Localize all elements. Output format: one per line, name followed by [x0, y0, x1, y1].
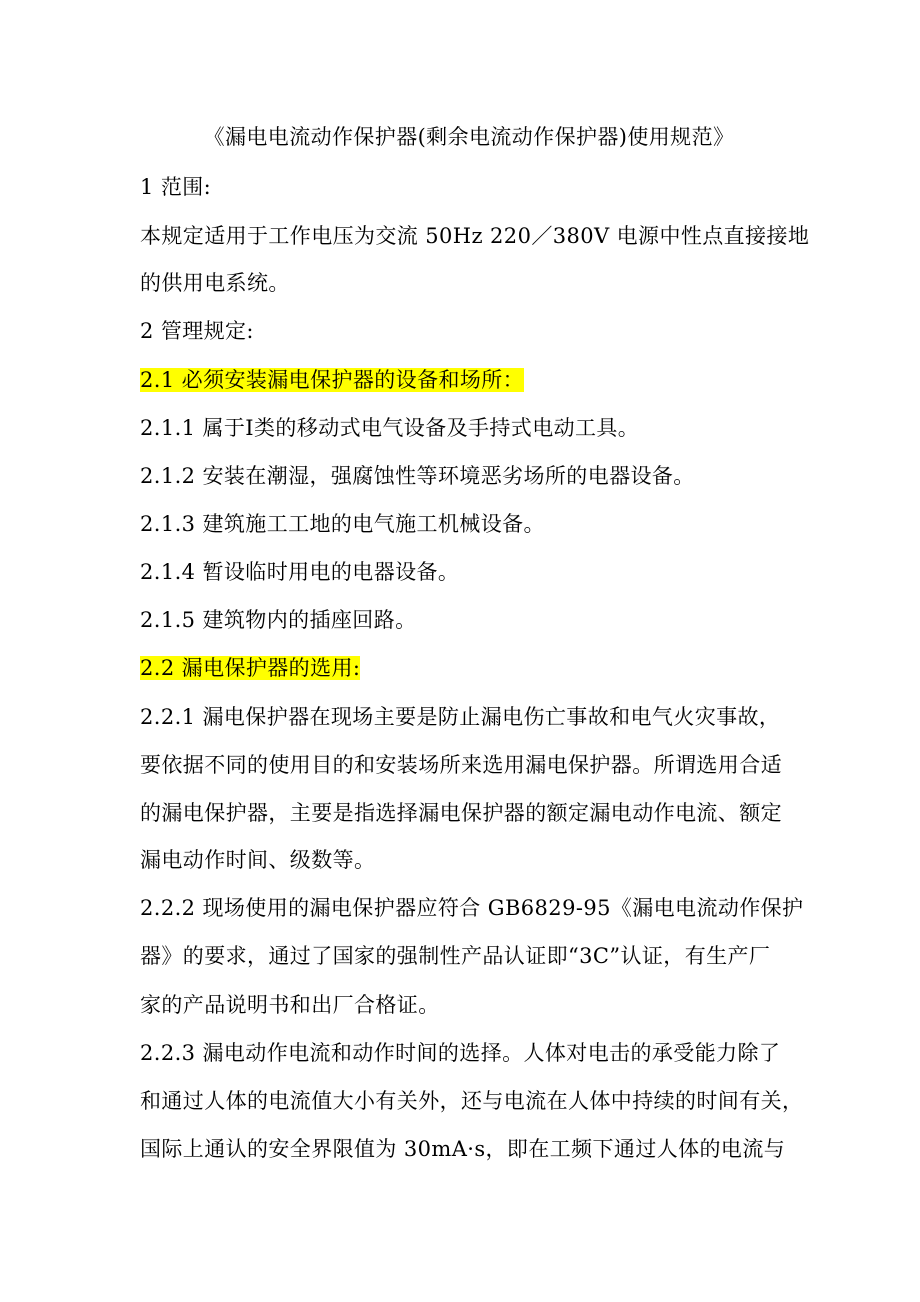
- paragraph-line: 国际上通认的安全界限值为 30mA·s，即在工频下通过人体的电流与: [140, 1137, 786, 1161]
- paragraph-line: 的供用电系统。: [140, 271, 290, 295]
- paragraph-line: 漏电动作时间、级数等。: [140, 848, 376, 872]
- subsection-heading-2-1: [140, 366, 524, 394]
- paragraph-line: 2.2.2 现场使用的漏电保护器应符合 GB6829-95《漏电电流动作保护: [140, 896, 804, 920]
- paragraph-line: 器》的要求，通过了国家的强制性产品认证即“3C”认证，有生产厂: [140, 944, 771, 968]
- highlighted-heading: 2.1 必须安装漏电保护器的设备和场所：: [140, 368, 525, 392]
- highlighted-heading: 2.2 漏电保护器的选用:: [140, 656, 361, 680]
- section-heading-scope: 1 范围:: [140, 175, 212, 199]
- subsection-heading-2-2: [140, 654, 360, 682]
- paragraph-line: 的漏电保护器，主要是指选择漏电保护器的额定漏电动作电流、额定: [140, 801, 782, 825]
- list-item: 2.1.4 暂设临时用电的电器设备。: [140, 560, 460, 584]
- paragraph-line: 2.2.1 漏电保护器在现场主要是防止漏电伤亡事故和电气火灾事故，: [140, 705, 781, 729]
- paragraph-line: 要依据不同的使用目的和安装场所来选用漏电保护器。所谓选用合适: [140, 753, 782, 777]
- section-heading-management: 2 管理规定:: [140, 319, 254, 343]
- paragraph-line: 本规定适用于工作电压为交流 50Hz 220／380V 电源中性点直接接地: [140, 224, 810, 248]
- document-title: 《漏电电流动作保护器(剩余电流动作保护器)使用规范》: [203, 125, 735, 149]
- list-item: 2.1.3 建筑施工工地的电气施工机械设备。: [140, 512, 545, 536]
- paragraph-line: 家的产品说明书和出厂合格证。: [140, 993, 440, 1017]
- list-item: 2.1.1 属于Ⅰ类的移动式电气设备及手持式电动工具。: [140, 416, 640, 440]
- list-item: 2.1.5 建筑物内的插座回路。: [140, 608, 417, 632]
- list-item: 2.1.2 安装在潮湿，强腐蚀性等环境恶劣场所的电器设备。: [140, 464, 695, 488]
- paragraph-line: 和通过人体的电流值大小有关外，还与电流在人体中持续的时间有关，: [140, 1089, 804, 1113]
- paragraph-line: 2.2.3 漏电动作电流和动作时间的选择。人体对电击的承受能力除了: [140, 1041, 781, 1065]
